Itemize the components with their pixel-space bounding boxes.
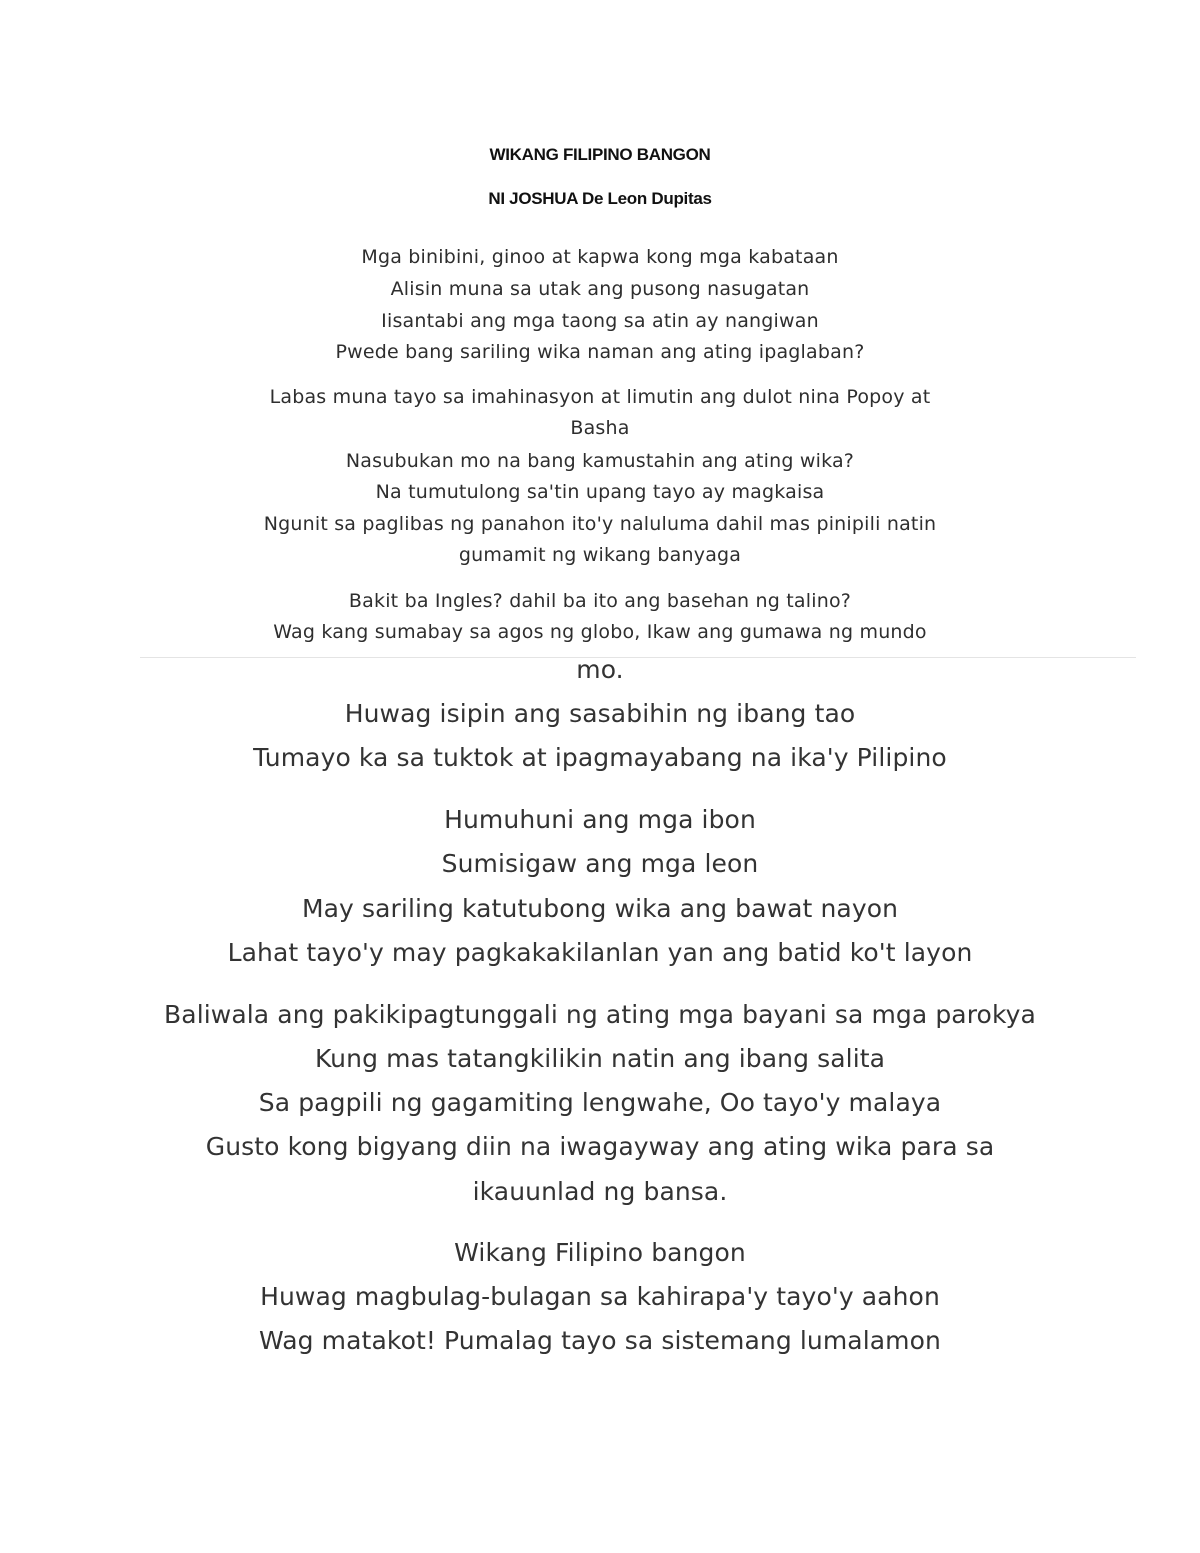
poem-line: Alisin muna sa utak ang pusong nasugatan (390, 278, 810, 300)
poem-line: Baliwala ang pakikipagtunggali ng ating mga bayani sa mga parokya (164, 1000, 1036, 1029)
poem-line: Sumisigaw ang mga leon (441, 849, 759, 878)
poem-line: Huwag magbulag-bulagan sa kahirapa'y tayo'y aahon (260, 1282, 940, 1311)
poem-line: Kung mas tatangkilikin natin ang ibang salita (314, 1044, 886, 1073)
poem-line: Basha (570, 417, 630, 439)
poem-line: Tumayo ka sa tuktok at ipagmayabang na ika'y Pilipino (253, 743, 947, 772)
poem-line: Mga binibini, ginoo at kapwa kong mga kabataan (361, 246, 839, 268)
poem-line: Pwede bang sariling wika naman ang ating ipaglaban? (335, 341, 865, 363)
poem-line: May sariling katutubong wika ang bawat nayon (301, 894, 899, 923)
poem-line: Wag kang sumabay sa agos ng globo, Ikaw ang gumawa ng mundo (273, 621, 927, 643)
poem-line: Huwag isipin ang sasabihin ng ibang tao (344, 699, 856, 728)
poem-line: Ngunit sa paglibas ng panahon ito'y naluluma dahil mas pinipili natin (263, 513, 937, 535)
poem-line: Nasubukan mo na bang kamustahin ang ating wika? (345, 450, 855, 472)
poem-line: mo. (576, 655, 624, 684)
poem-line: gumamit ng wikang banyaga (458, 544, 742, 566)
poem-line: Sa pagpili ng gagamiting lengwahe, Oo tayo'y malaya (258, 1088, 942, 1117)
poem-line: Lahat tayo'y may pagkakakilanlan yan ang batid ko't layon (227, 938, 973, 967)
poem-line: Wag matakot! Pumalag tayo sa sistemang lumalamon (259, 1326, 941, 1355)
poem-line: Humuhuni ang mga ibon (444, 805, 756, 834)
poem-line: Bakit ba Ingles? dahil ba ito ang basehan ng talino? (348, 590, 852, 612)
poem-line: Na tumutulong sa'tin upang tayo ay magkaisa (375, 481, 825, 503)
poem-title: WIKANG FILIPINO BANGON (489, 145, 711, 164)
poem-line: Labas muna tayo sa imahinasyon at limutin ang dulot nina Popoy at (269, 386, 931, 408)
poem-line: Wikang Filipino bangon (454, 1238, 746, 1267)
poem-line: ikauunlad ng bansa. (472, 1177, 728, 1206)
poem-line: Iisantabi ang mga taong sa atin ay nangiwan (381, 310, 819, 332)
poem-line: Gusto kong bigyang diin na iwagayway ang ating wika para sa (205, 1132, 995, 1161)
poem-author: NI JOSHUA De Leon Dupitas (488, 189, 712, 208)
